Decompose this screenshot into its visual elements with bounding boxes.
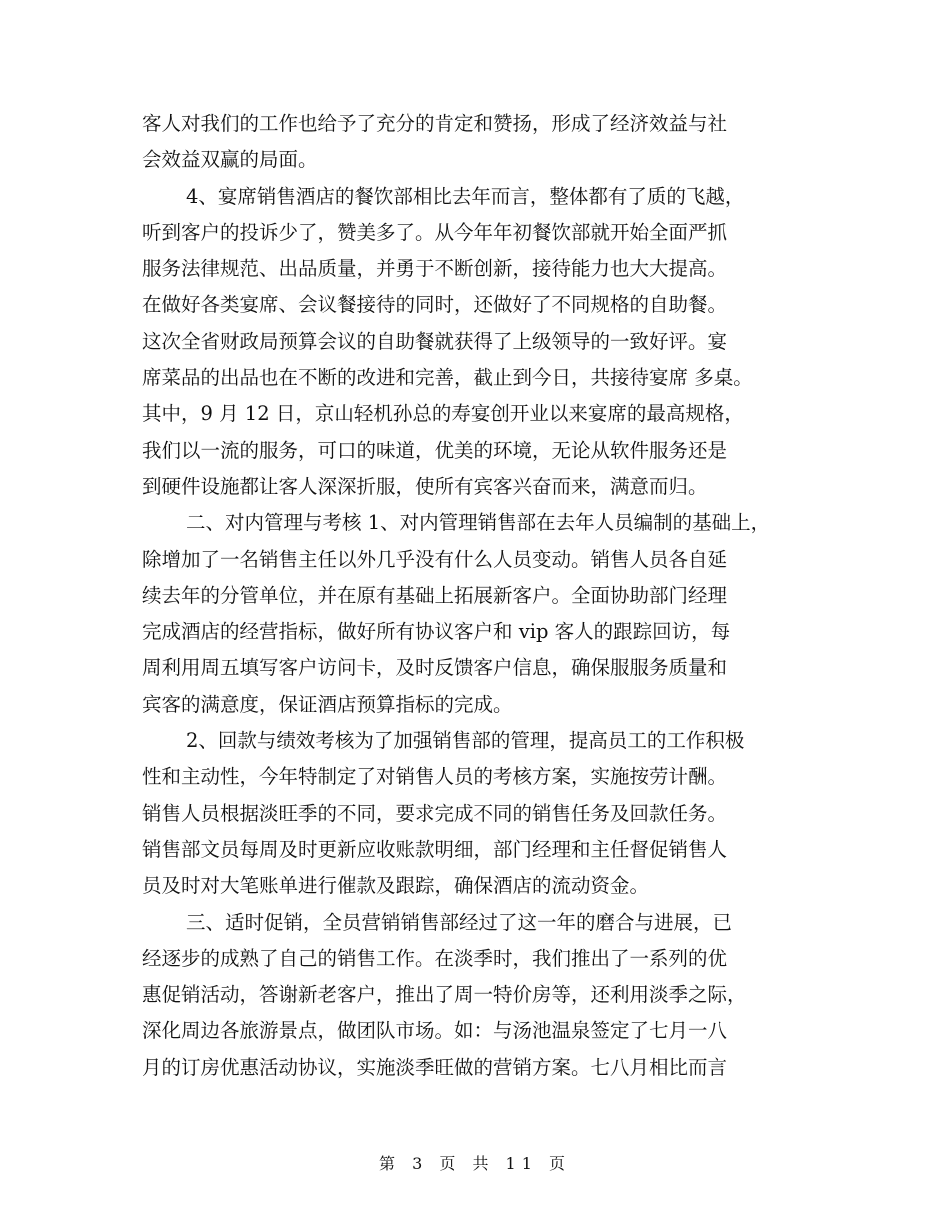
paragraph-line: 服务法律规范、出品质量，并勇于不断创新，接待能力也大大提高。 xyxy=(142,257,728,281)
paragraph-first-line: 二、对内管理与考核 1、对内管理销售部在去年人员编制的基础上， xyxy=(186,511,771,535)
paragraph-first-line: 2、回款与绩效考核为了加强销售部的管理，提高员工的工作积极 xyxy=(186,729,745,753)
paragraph-line: 宾客的满意度，保证酒店预算指标的完成。 xyxy=(142,692,513,716)
paragraph-line: 其中，9 月 12 日，京山轻机孙总的寿宴创开业以来宴席的最高规格， xyxy=(142,402,744,426)
page-footer: 第 3 页 共 11 页 xyxy=(379,1154,571,1173)
paragraph-line: 销售人员根据淡旺季的不同，要求完成不同的销售任务及回款任务。 xyxy=(142,801,728,825)
document-body xyxy=(142,106,832,1086)
paragraph-line: 惠促销活动，答谢新老客户，推出了周一特价房等，还利用淡季之际， xyxy=(142,983,747,1007)
paragraph-line: 深化周边各旅游景点，做团队市场。如：与汤池温泉签定了七月一八 xyxy=(142,1019,728,1043)
paragraph-line: 我们以一流的服务，可口的味道，优美的环境，无论从软件服务还是 xyxy=(142,438,728,462)
paragraph-line: 员及时对大笔账单进行催款及跟踪，确保酒店的流动资金。 xyxy=(142,874,650,898)
paragraph-line: 月的订房优惠活动协议，实施淡季旺做的营销方案。七八月相比而言 xyxy=(142,1055,728,1079)
paragraph-line: 到硬件设施都让客人深深折服，使所有宾客兴奋而来，满意而归。 xyxy=(142,474,708,498)
paragraph-line: 客人对我们的工作也给予了充分的肯定和赞扬，形成了经济效益与社 xyxy=(142,112,728,135)
paragraph-line: 在做好各类宴席、会议餐接待的同时，还做好了不同规格的自助餐。 xyxy=(142,293,728,317)
paragraph-first-line: 4、宴席销售酒店的餐饮部相比去年而言，整体都有了质的飞越， xyxy=(186,184,745,208)
paragraph-line: 周利用周五填写客户访问卡，及时反馈客户信息，确保服服务质量和 xyxy=(142,656,728,680)
paragraph-line: 席菜品的出品也在不断的改进和完善，截止到今日，共接待宴席 多桌。 xyxy=(142,366,753,390)
paragraph-line: 性和主动性，今年特制定了对销售人员的考核方案，实施按劳计酬。 xyxy=(142,765,728,789)
paragraph-line: 这次全省财政局预算会议的自助餐就获得了上级领导的一致好评。宴 xyxy=(142,329,728,353)
paragraph-line: 续去年的分管单位，并在原有基础上拓展新客户。全面协助部门经理 xyxy=(142,583,728,607)
paragraph-line: 经逐步的成熟了自己的销售工作。在淡季时，我们推出了一系列的优 xyxy=(142,946,728,970)
paragraph-line: 会效益双赢的局面。 xyxy=(142,148,318,172)
paragraph-line: 销售部文员每周及时更新应收账款明细，部门经理和主任督促销售人 xyxy=(142,837,728,861)
paragraph-line: 听到客户的投诉少了，赞美多了。从今年年初餐饮部就开始全面严抓 xyxy=(142,220,728,244)
paragraph-line: 除增加了一名销售主任以外几乎没有什么人员变动。销售人员各自延 xyxy=(142,547,728,571)
paragraph-line: 完成酒店的经营指标，做好所有协议客户和 vip 客人的跟踪回访，每 xyxy=(142,620,731,644)
paragraph-first-line: 三、适时促销，全员营销销售部经过了这一年的磨合与进展，已 xyxy=(186,910,733,934)
